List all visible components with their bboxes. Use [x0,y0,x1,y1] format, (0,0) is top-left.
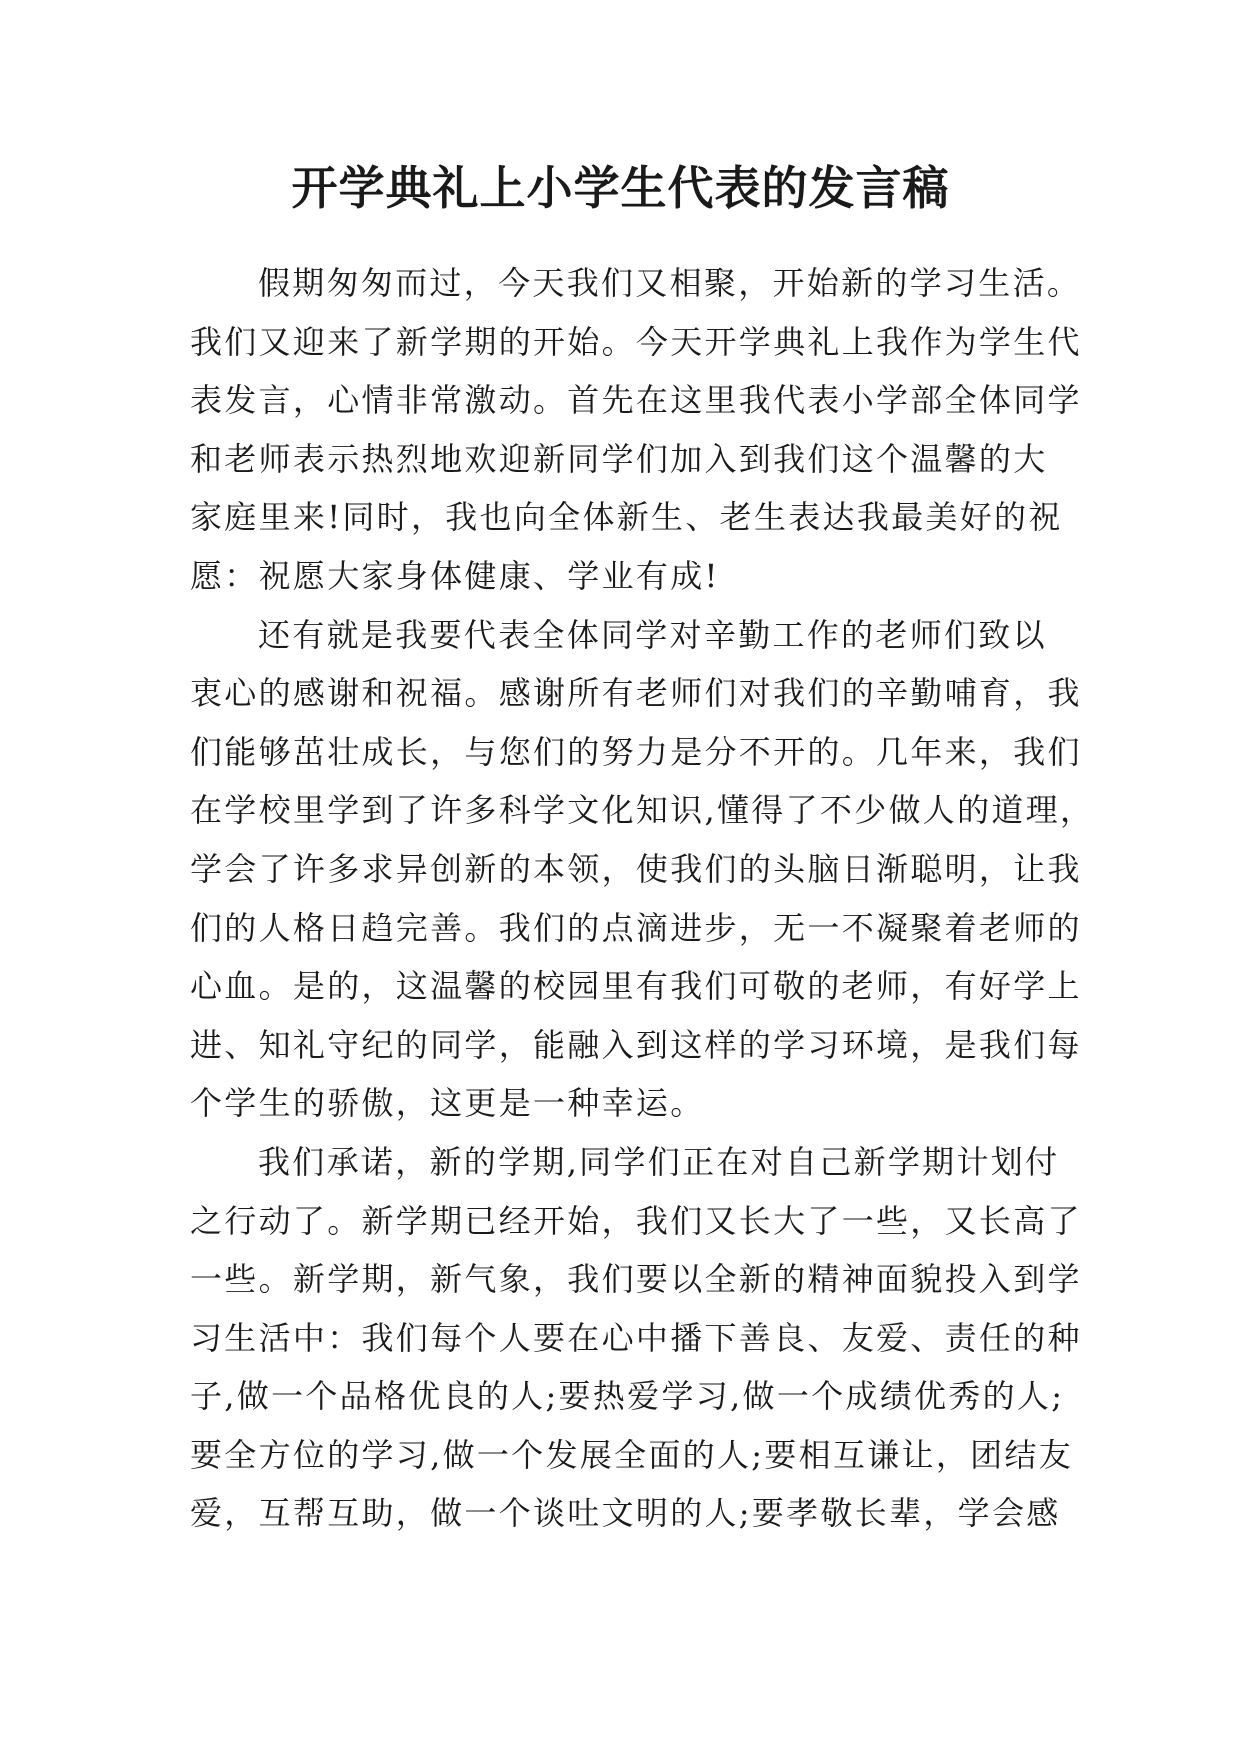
paragraph-line: 们的人格日趋完善。我们的点滴进步，无一不凝聚着老师的 [190,908,1082,947]
paragraph-line: 心血。是的，这温馨的校园里有我们可敬的老师，有好学上 [190,967,1082,1006]
paragraph-line: 一些。新学期，新气象，我们要以全新的精神面貌投入到学 [190,1260,1082,1299]
paragraph-line: 子,做一个品格优良的人;要热爱学习,做一个成绩优秀的人; [190,1377,1065,1416]
paragraph-line: 之行动了。新学期已经开始，我们又长大了一些，又长高了 [190,1201,1082,1240]
paragraph-line: 衷心的感谢和祝福。感谢所有老师们对我们的辛勤哺育，我 [190,674,1082,713]
paragraph-line: 爱，互帮互助，做一个谈吐文明的人;要孝敬长辈，学会感 [190,1494,1061,1533]
document-body [190,254,1095,1543]
paragraph-3 [190,1133,1082,1543]
paragraph-line: 我们承诺，新的学期,同学们正在对自己新学期计划付 [258,1142,1060,1181]
paragraph-line: 们能够茁壮成长，与您们的努力是分不开的。几年来，我们 [190,732,1082,771]
paragraph-line: 家庭里来!同时，我也向全体新生、老生表达我最美好的祝 [190,498,1063,537]
document-title: 开学典礼上小学生代表的发言稿 [291,161,950,215]
paragraph-line: 表发言，心情非常激动。首先在这里我代表小学部全体同学 [190,381,1082,420]
paragraph-line: 我们又迎来了新学期的开始。今天开学典礼上我作为学生代 [190,322,1082,361]
paragraph-line: 假期匆匆而过，今天我们又相聚，开始新的学习生活。 [258,264,1082,302]
paragraph-1 [190,254,1082,606]
paragraph-line: 学会了许多求异创新的本领，使我们的头脑日渐聪明，让我 [190,849,1082,888]
paragraph-line: 愿：祝愿大家身体健康、学业有成! [190,556,720,595]
paragraph-line: 要全方位的学习,做一个发展全面的人;要相互谦让，团结友 [190,1435,1074,1474]
paragraph-2 [190,606,1095,1133]
paragraph-line: 个学生的骄傲，这更是一种幸运。 [190,1084,705,1123]
paragraph-line: 在学校里学到了许多科学文化知识,懂得了不少做人的道理， [190,791,1095,830]
paragraph-line: 习生活中：我们每个人要在心中播下善良、友爱、责任的种 [190,1318,1082,1357]
paragraph-line: 还有就是我要代表全体同学对辛勤工作的老师们致以 [258,615,1047,654]
paragraph-line: 进、知礼守纪的同学，能融入到这样的学习环境，是我们每 [190,1025,1082,1064]
paragraph-line: 和老师表示热烈地欢迎新同学们加入到我们这个温馨的大 [190,439,1048,478]
